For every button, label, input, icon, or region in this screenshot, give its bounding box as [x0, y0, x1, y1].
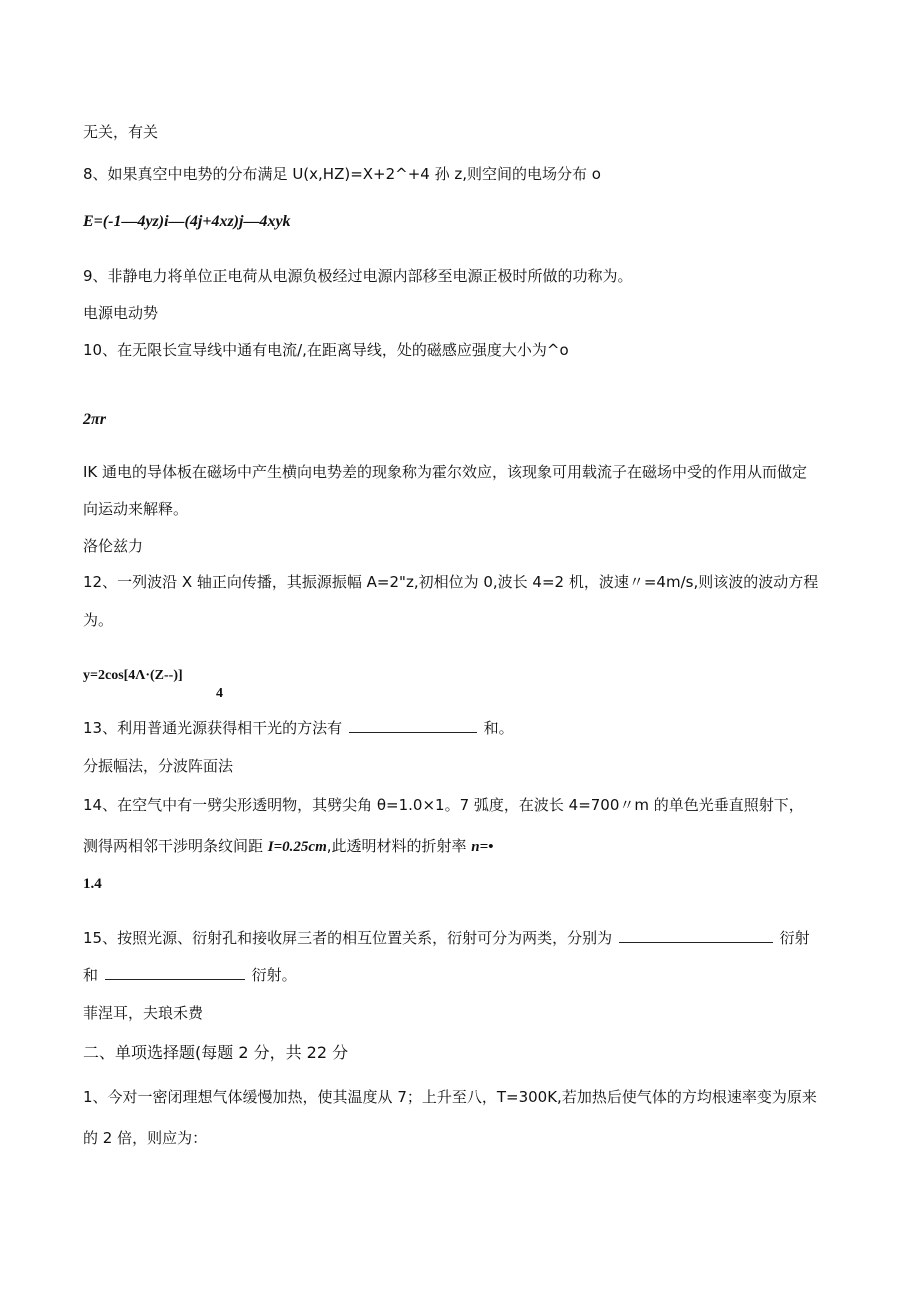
question-10: 10、在无限长宣导线中通有电流/,在距离导线，处的磁感应强度大小为^o: [83, 341, 569, 359]
question-15-text: 15、按照光源、衍射孔和接收屏三者的相互位置关系，衍射可分为两类，分别为: [83, 929, 613, 947]
question-15-line-1: [83, 928, 810, 948]
question-15-suffix: 衍射: [779, 929, 810, 947]
question-12-line-1: 12、一列波沿 X 轴正向传播，其振源振幅 A=2"z,初相位为 0,波长 4=2 机，波速〃=4m∕s,则该波的波动方程: [83, 573, 819, 591]
answer-blank: [619, 928, 773, 943]
question-11-line-1: IK 通电的导体板在磁场中产生横向电势差的现象称为霍尔效应，该现象可用载流子在磁场中受的作用从而做定: [83, 463, 808, 481]
answer-blank: [105, 965, 245, 980]
question-12-line-2: 为。: [83, 611, 114, 629]
answer-15: 菲涅耳，夫琅禾费: [83, 1004, 204, 1022]
answer-7: 无关，有关: [83, 123, 159, 141]
question-8: 8、如果真空中电势的分布满足 U(x,HZ)=X+2^+4 孙 z,则空间的电场分布 o: [83, 165, 601, 183]
question-14-text-2: ,此透明材料的折射率: [326, 837, 472, 855]
question-9: 9、非静电力将单位正电荷从电源负极经过电源内部移至电源正极时所做的功称为。: [83, 267, 633, 285]
answer-13: 分振幅法，分波阵面法: [83, 757, 234, 775]
question-13-text: 13、利用普通光源获得相干光的方法有: [83, 719, 343, 737]
answer-blank: [349, 718, 477, 733]
question-11-line-2: 向运动来解释。: [83, 500, 189, 518]
answer-11: 洛伦兹力: [83, 537, 144, 555]
question-15-line-2: [83, 965, 297, 985]
answer-12-equation: y=2cos[4Λ·(Z--)]: [83, 668, 183, 683]
question-15-end: 衍射。: [251, 966, 297, 984]
answer-9: 电源电动势: [83, 304, 159, 322]
answer-8: E=(-1—4yz)i—(4j+4xz)j—4xyk: [83, 213, 291, 230]
mc-question-1-line-1: 1、今对一密闭理想气体缓慢加热，使其温度从 7；上升至八，T=300K,若加热后使气体的方均根速率变为原来: [83, 1088, 817, 1106]
refractive-index-symbol: n=•: [471, 839, 494, 855]
question-13: [83, 718, 514, 738]
mc-question-1-line-2: 的 2 倍，则应为：: [83, 1129, 208, 1147]
answer-12-subscript: 4: [216, 686, 223, 701]
fringe-spacing: I=0.25cm: [267, 839, 327, 855]
question-14-line-2: [83, 836, 493, 857]
question-14-line-1: 14、在空气中有一劈尖形透明物，其劈尖角 θ=1.0×1。7 弧度，在波长 4=700〃m 的单色光垂直照射下，: [83, 796, 804, 814]
question-15-and: 和: [83, 966, 99, 984]
answer-10: 2πr: [83, 411, 106, 428]
question-14-text: 测得两相邻干涉明条纹间距: [83, 837, 268, 855]
section-2-title: 二、单项选择题(每题 2 分，共 22 分: [83, 1043, 349, 1062]
question-13-suffix: 和。: [483, 719, 514, 737]
answer-14: 1.4: [83, 876, 102, 892]
